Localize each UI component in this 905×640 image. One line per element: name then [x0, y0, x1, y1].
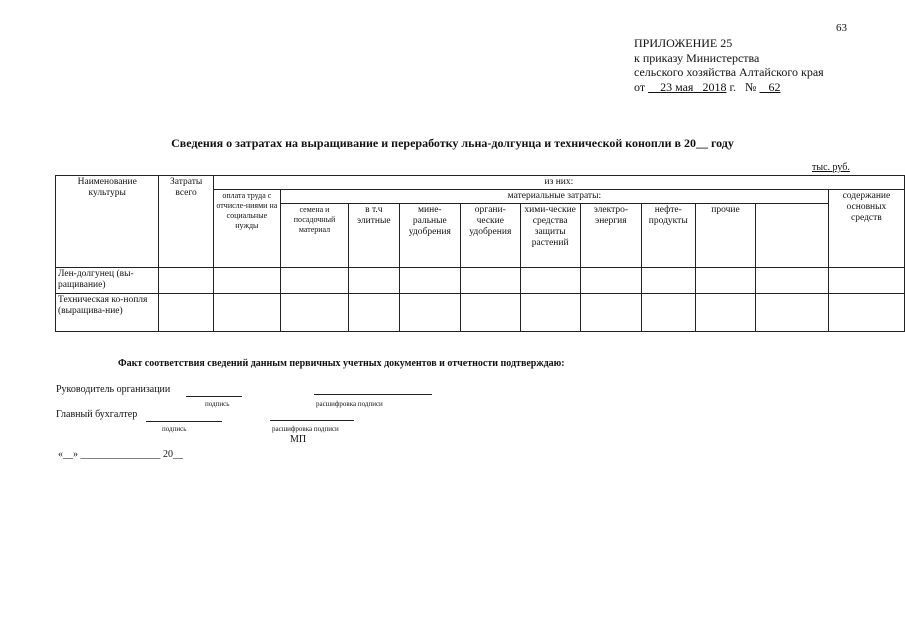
cell-input[interactable] [159, 294, 213, 332]
cell-input[interactable] [695, 268, 756, 294]
appendix-title: ПРИЛОЖЕНИЕ 25 [634, 36, 733, 50]
cell-input[interactable] [756, 294, 828, 332]
cell-input[interactable] [580, 294, 641, 332]
appendix-year-suffix: г. [729, 79, 737, 94]
cell-input[interactable] [695, 294, 756, 332]
header-of-them: из них: [213, 176, 904, 190]
header-elite: в т.ч элитные [349, 204, 400, 268]
cell-input[interactable] [159, 268, 213, 294]
appendix-year: 2018 [702, 79, 727, 94]
head-signature-caption: подпись [205, 400, 230, 408]
cell-input[interactable] [399, 268, 460, 294]
appendix-date-line [634, 80, 824, 95]
cell-input[interactable] [280, 294, 348, 332]
header-materials: материальные затраты: [280, 190, 828, 204]
cell-input[interactable] [349, 294, 400, 332]
header-electricity: электро-энергия [580, 204, 641, 268]
table-row [56, 294, 905, 332]
head-label: Руководитель организации [56, 384, 171, 395]
cell-input[interactable] [461, 268, 521, 294]
cell-input[interactable] [641, 294, 695, 332]
accountant-signature-line[interactable] [146, 421, 222, 422]
cell-input[interactable] [520, 268, 580, 294]
cell-input[interactable] [756, 268, 828, 294]
table-row [56, 268, 905, 294]
cell-input[interactable] [399, 294, 460, 332]
cell-input[interactable] [461, 294, 521, 332]
cell-input[interactable] [828, 294, 904, 332]
header-chemical: хими-ческие средства защиты растений [520, 204, 580, 268]
accountant-signature-caption: подпись [162, 425, 187, 433]
appendix-number-label: № [745, 79, 757, 94]
head-decode-caption: расшифровка подписи [316, 400, 383, 408]
accountant-label: Главный бухгалтер [56, 409, 138, 420]
confirmation-text: Факт соответствия сведений данным первичных учетных документов и отчетности подтверждаю: [118, 358, 565, 369]
header-oil: нефте-продукты [641, 204, 695, 268]
appendix-header [634, 36, 824, 94]
units-label: тыс. руб. [812, 162, 850, 173]
appendix-ministry-line: сельского хозяйства Алтайского края [634, 65, 824, 79]
accountant-decode-line[interactable] [270, 420, 354, 421]
appendix-order-line: к приказу Министерства [634, 50, 760, 65]
cell-input[interactable] [349, 268, 400, 294]
header-other: прочие [695, 204, 756, 268]
cell-input[interactable] [520, 294, 580, 332]
cell-input[interactable] [580, 268, 641, 294]
appendix-from-label: от [634, 79, 646, 94]
seal-label: МП [290, 434, 307, 445]
header-total: Затраты всего [159, 176, 213, 268]
cell-input[interactable] [828, 268, 904, 294]
cost-table [55, 175, 905, 332]
header-seeds: семена и посадочный материал [280, 204, 348, 268]
row-crop-hemp: Техническая ко-нопля (выращива-ние) [56, 294, 159, 332]
header-organic: органи-ческие удобрения [461, 204, 521, 268]
form-title: Сведения о затратах на выращивание и переработку льна-долгунца и технической конопли в 20__ году [171, 136, 734, 150]
head-decode-line[interactable] [314, 394, 432, 395]
header-crop: Наименование культуры [56, 176, 159, 268]
cell-input[interactable] [213, 294, 280, 332]
appendix-number: 62 [768, 79, 781, 94]
cell-input[interactable] [280, 268, 348, 294]
appendix-date: 23 мая 2018 [660, 79, 727, 94]
head-signature-line[interactable] [186, 396, 242, 397]
page-number: 63 [836, 22, 847, 34]
date-line[interactable]: «__» ________________ 20__ [58, 449, 183, 460]
header-maintenance: содержание основных средств [828, 190, 904, 268]
header-labor: оплата труда с отчисле-ниями на социальные нужды [213, 190, 280, 268]
accountant-decode-caption: расшифровка подписи [272, 425, 339, 433]
row-crop-flax: Лен-долгунец (вы-ращивание) [56, 268, 159, 294]
cell-input[interactable] [641, 268, 695, 294]
header-mineral: мине-ральные удобрения [399, 204, 460, 268]
cell-input[interactable] [213, 268, 280, 294]
